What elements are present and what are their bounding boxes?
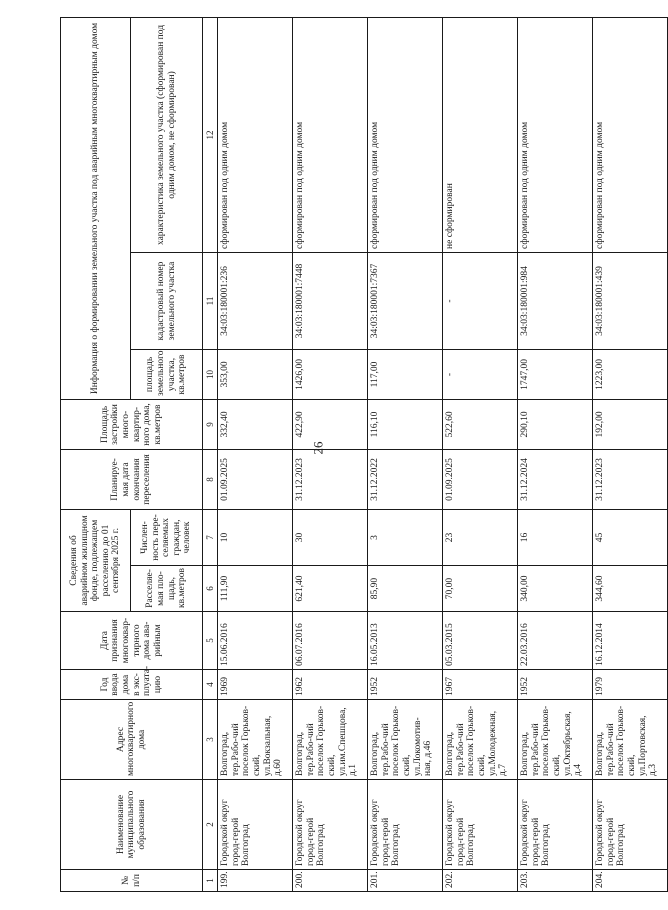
row-built-area: 290,10 (518, 399, 593, 449)
header-built-area: Площадь застройки много-квартир-ного дома, кв.метров (61, 399, 203, 449)
header-characteristic: характеристика земельного участка (сформирован под одним домом, не сформирован) (131, 17, 203, 252)
row-year: 1952 (518, 670, 593, 700)
row-address: Волгоград, тер.Рабо-чий поселок Горьков-ский, ул.Октябрьская, д.4 (518, 700, 593, 780)
table-row (368, 17, 443, 891)
row-year: 1967 (443, 670, 518, 700)
row-address: Волгоград, тер.Рабо-чий поселок Горьков-ский, ул.Молодежная, д.7 (443, 700, 518, 780)
row-date-emergency: 05.03.2015 (443, 612, 518, 670)
header-relocation-group: Сведения об аварийном жилищном фонде, подлежащем расселению до 01 сентября 2025 г. (61, 509, 131, 611)
row-land-area: 117,00 (368, 349, 443, 399)
column-number: 10 (203, 349, 218, 399)
row-cadastral: 34:03:180001:7367 (368, 252, 443, 349)
row-municipality: Городской округ город-герой Волгоград (218, 780, 293, 870)
row-cadastral: - (443, 252, 518, 349)
column-number-row (203, 17, 218, 891)
row-date-emergency: 16.05.2013 (368, 612, 443, 670)
header-municipality: Наименование муниципального образования (61, 780, 203, 870)
row-date-emergency: 15.06.2016 (218, 612, 293, 670)
header-relocation-area: Расселяе-мая пло-щадь, кв.метров (131, 566, 203, 612)
row-people: 23 (443, 509, 518, 565)
row-planned-date: 31.12.2023 (293, 449, 368, 509)
row-characteristic: сформирован под одним домом (368, 17, 443, 252)
row-characteristic: сформирован под одним домом (218, 17, 293, 252)
row-built-area: 192,00 (593, 399, 668, 449)
header-relocation-people: Числен-ность пере-селяемых граждан, человек (131, 509, 203, 565)
column-number: 5 (203, 612, 218, 670)
row-built-area: 116,10 (368, 399, 443, 449)
row-planned-date: 31.12.2022 (368, 449, 443, 509)
row-characteristic: не сформирован (443, 17, 518, 252)
row-num: 204. (593, 870, 668, 892)
header-land-area: площадь земельного участка, кв.метров (131, 349, 203, 399)
row-municipality: Городской округ город-герой Волгоград (518, 780, 593, 870)
row-address: Волгоград, тер.Рабо-чий поселок Горьков-ский, ул.Вокзальная, д.60 (218, 700, 293, 780)
header-date-emergency: Дата признания многоквар-тирного дома ава-рийным (61, 612, 203, 670)
row-num: 199. (218, 870, 293, 892)
row-relocation-area: 344,60 (593, 566, 668, 612)
page-number: 26 (310, 441, 326, 455)
row-characteristic: сформирован под одним домом (518, 17, 593, 252)
row-land-area: 1426,00 (293, 349, 368, 399)
row-cadastral: 34:03:180001:984 (518, 252, 593, 349)
row-municipality: Городской округ город-герой Волгоград (443, 780, 518, 870)
column-number: 4 (203, 670, 218, 700)
row-relocation-area: 621,40 (293, 566, 368, 612)
header-year-commissioned: Год ввода дома в экс-плуата-цию (61, 670, 203, 700)
column-number: 12 (203, 17, 218, 252)
row-relocation-area: 85,90 (368, 566, 443, 612)
row-cadastral: 34:03:180001:7448 (293, 252, 368, 349)
row-year: 1952 (368, 670, 443, 700)
column-number: 2 (203, 780, 218, 870)
header-land-group: Информация о формировании земельного участка под аварийным многоквартирным домом (61, 17, 131, 399)
row-date-emergency: 06.07.2016 (293, 612, 368, 670)
row-num: 202. (443, 870, 518, 892)
row-relocation-area: 111,90 (218, 566, 293, 612)
column-number: 9 (203, 399, 218, 449)
row-land-area: - (443, 349, 518, 399)
row-cadastral: 34:03:180001:236 (218, 252, 293, 349)
row-people: 30 (293, 509, 368, 565)
row-municipality: Городской округ город-герой Волгоград (293, 780, 368, 870)
row-year: 1962 (293, 670, 368, 700)
row-address: Волгоград, тер.Рабо-чий поселок Горьков-ский, ул.Локомотив-ная, д.46 (368, 700, 443, 780)
row-land-area: 353,00 (218, 349, 293, 399)
row-municipality: Городской округ город-герой Волгоград (368, 780, 443, 870)
table-row (218, 17, 293, 891)
row-people: 45 (593, 509, 668, 565)
row-built-area: 332,40 (218, 399, 293, 449)
row-planned-date: 31.12.2024 (518, 449, 593, 509)
row-date-emergency: 16.12.2014 (593, 612, 668, 670)
table-row (293, 17, 368, 891)
row-year: 1969 (218, 670, 293, 700)
column-number: 7 (203, 509, 218, 565)
row-relocation-area: 340,00 (518, 566, 593, 612)
row-people: 10 (218, 509, 293, 565)
header-planned-date: Планируе-мая дата окончания переселения (61, 449, 203, 509)
column-number: 1 (203, 870, 218, 892)
row-num: 203. (518, 870, 593, 892)
row-people: 3 (368, 509, 443, 565)
row-land-area: 1223,00 (593, 349, 668, 399)
row-built-area: 422,90 (293, 399, 368, 449)
header-address: Адрес многоквартирного дома (61, 700, 203, 780)
row-num: 201. (368, 870, 443, 892)
row-characteristic: сформирован под одним домом (593, 17, 668, 252)
column-number: 6 (203, 566, 218, 612)
row-municipality: Городской округ город-герой Волгоград (593, 780, 668, 870)
rotated-sheet (60, 18, 659, 892)
emergency-housing-table (60, 17, 668, 892)
row-cadastral: 34:03:180001:439 (593, 252, 668, 349)
row-address: Волгоград, тер.Рабо-чий поселок Горьков-ский, ул.им.Спешцова, д.1 (293, 700, 368, 780)
table-row (593, 17, 668, 891)
header-cadastral: кадастровый номер земельного участка (131, 252, 203, 349)
row-land-area: 1747,00 (518, 349, 593, 399)
column-number: 11 (203, 252, 218, 349)
row-relocation-area: 70,00 (443, 566, 518, 612)
table-row (443, 17, 518, 891)
row-date-emergency: 22.03.2016 (518, 612, 593, 670)
row-planned-date: 31.12.2023 (593, 449, 668, 509)
row-planned-date: 01.09.2025 (218, 449, 293, 509)
header-num: № п/п (61, 870, 203, 892)
row-built-area: 522,60 (443, 399, 518, 449)
table-row (518, 17, 593, 891)
row-year: 1979 (593, 670, 668, 700)
row-planned-date: 01.09.2025 (443, 449, 518, 509)
row-num: 200. (293, 870, 368, 892)
row-people: 16 (518, 509, 593, 565)
row-address: Волгоград, тер.Рабо-чий поселок Горьков-ский, ул.Портовская, д.3 (593, 700, 668, 780)
column-number: 3 (203, 700, 218, 780)
column-number: 8 (203, 449, 218, 509)
row-characteristic: сформирован под одним домом (293, 17, 368, 252)
